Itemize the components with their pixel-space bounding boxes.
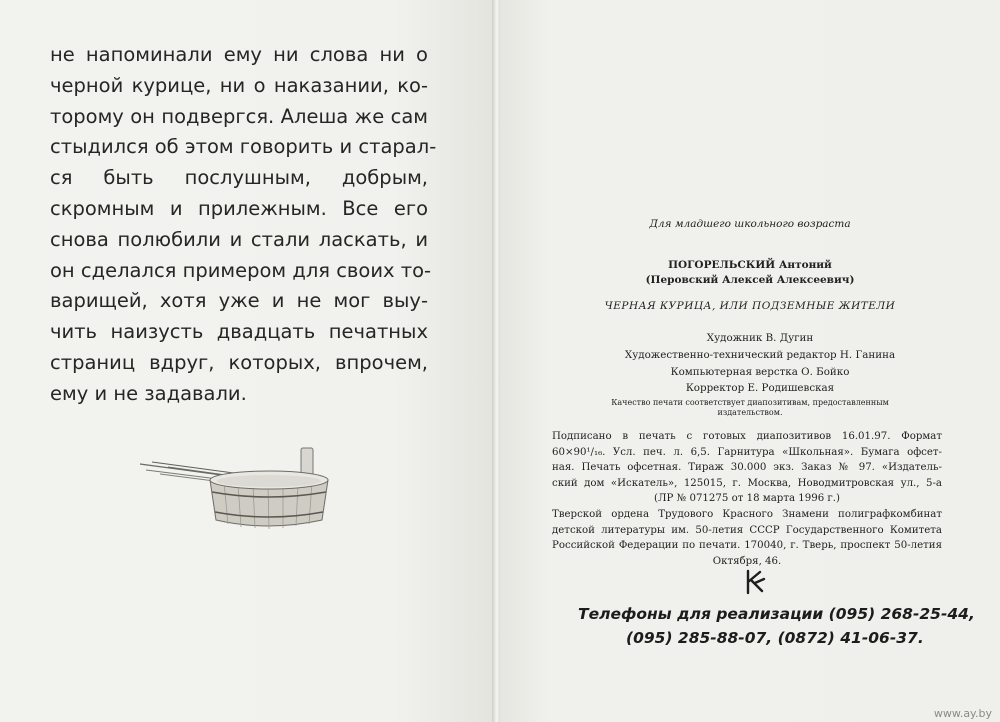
story-line: страниц вдруг, которых, впрочем,: [50, 350, 428, 374]
credits-block: [560, 330, 960, 397]
story-text: [50, 40, 437, 410]
book-gutter: [492, 0, 500, 722]
audience-label: Для младшего школьного возраста: [649, 218, 851, 230]
publisher-logo-icon: [744, 569, 766, 595]
book-title: ЧЕРНАЯ КУРИЦА, ИЛИ ПОДЗЕМНЫЕ ЖИТЕЛИ: [604, 300, 896, 312]
print-quality-note: [540, 398, 960, 418]
story-line: он сделался примером для своих то-: [50, 258, 432, 282]
details-line: ная. Печать офсетная. Тираж 30.000 экз. Заказ № 97. «Издатель-: [552, 462, 942, 474]
details-line: Подписано в печать с готовых диапозитивов 16.01.97. Формат: [552, 431, 942, 442]
story-line: торому он подвергся. Алеша же сам: [50, 104, 428, 128]
wooden-tub-with-birch-rods-icon: [138, 440, 338, 540]
story-line: черной курице, ни о наказании, ко-: [50, 73, 428, 97]
phones-line: (095) 285-88-07, (0872) 41-06-37.: [626, 629, 924, 647]
story-line: варищей, хотя уже и не мог выу-: [50, 289, 428, 313]
credit-line: Художественно-технический редактор Н. Ганина: [624, 348, 896, 361]
quality-note-line: издательством.: [717, 408, 783, 417]
story-line: ему и не задавали.: [50, 381, 247, 405]
story-line: скромным и прилежным. Все его: [50, 196, 428, 220]
credit-line: Компьютерная верстка О. Бойко: [670, 365, 850, 378]
credit-line: Художник В. Дугин: [706, 332, 814, 344]
details-line: детской литературы им. 50-летия СССР Государственного Комитета: [552, 524, 942, 536]
quality-note-line: Качество печати соответствует диапозитивам, предоставленным: [611, 398, 889, 407]
details-line: Октября, 46.: [712, 555, 782, 567]
story-line: стыдился об этом говорить и старал-: [50, 135, 437, 159]
author-name: ПОГОРЕЛЬСКИЙ Антоний: [668, 259, 832, 271]
author-real-name: (Перовский Алексей Алексеевич): [645, 274, 855, 286]
story-line: не напоминали ему ни слова ни о: [50, 43, 428, 66]
details-line: 60×90¹/₁₆. Усл. печ. л. 6,5. Гарнитура «Школьная». Бумага офсет-: [552, 446, 942, 458]
story-line: ся быть послушным, добрым,: [50, 166, 428, 190]
details-line: Тверской ордена Трудового Красного Знамени полиграфкомбинат: [552, 508, 942, 520]
sales-phones: [578, 602, 975, 650]
author-block: [540, 258, 960, 288]
details-line: Российской Федерации по печати. 170040, г. Тверь, проспект 50-летия: [552, 540, 942, 552]
story-line: чить наизусть двадцать печатных: [50, 320, 428, 344]
details-line: ский дом «Искатель», 125015, г. Москва, Новодмитровская ул., 5-а: [552, 477, 942, 489]
credit-line: Корректор Е. Родишевская: [685, 382, 835, 395]
details-line: (ЛР № 071275 от 18 марта 1996 г.): [654, 493, 840, 505]
phones-line: Телефоны для реализации (095) 268-25-44,: [578, 605, 975, 623]
publication-details: [552, 429, 942, 569]
watermark: www.ay.by: [933, 707, 992, 720]
story-line: снова полюбили и стали ласкать, и: [50, 227, 428, 251]
left-page: [0, 0, 494, 722]
